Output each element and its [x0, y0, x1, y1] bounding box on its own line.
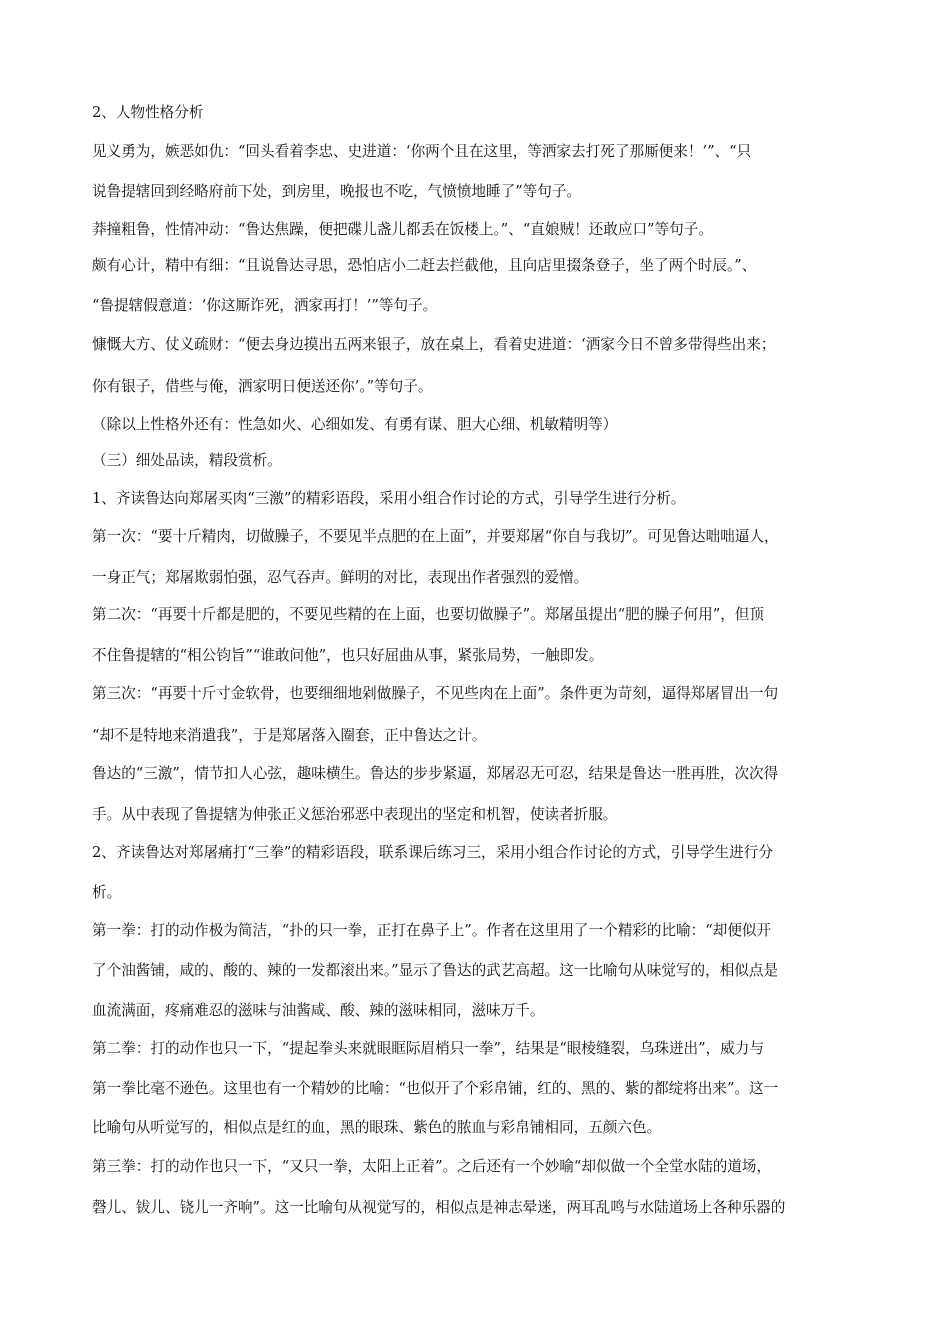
paragraph-line: 2、齐读鲁达对郑屠痛打“三拳”的精彩语段，联系课后练习三，采用小组合作讨论的方式，引导学生进行分 — [92, 844, 773, 861]
paragraph-line: 第一拳：打的动作极为简洁，“扑的只一拳，正打在鼻子上”。作者在这里用了一个精彩的比喻：“却便似开 — [92, 922, 772, 939]
paragraph-line: 血流满面，疼痛难忍的滋味与油酱咸、酸、辣的滋味相同，滋味万千。 — [92, 1002, 545, 1019]
paragraph-line: 手。从中表现了鲁提辖为伸张正义惩治邪恶中表现出的坚定和机智，使读者折服。 — [92, 806, 618, 823]
paragraph-line: 第二拳：打的动作也只一下，“提起拳头来就眼眶际眉梢只一拳”，结果是“眼棱缝裂，乌珠迸出”，威力与 — [92, 1040, 764, 1057]
paragraph-line: 第三次：“再要十斤寸金软骨，也要细细地剁做臊子，不见些肉在上面”。条件更为苛刻，逼得郑屠冒出一句 — [92, 685, 779, 702]
paragraph-line: 第一拳比毫不逊色。这里也有一个精妙的比喻：“也似开了个彩帛铺，红的、黑的、紫的都绽将出来”。这一 — [92, 1080, 779, 1097]
paragraph-line: 比喻句从听觉写的，相似点是红的血，黑的眼珠、紫色的脓血与彩帛铺相同，五颜六色。 — [92, 1119, 662, 1136]
paragraph-line: “鲁提辖假意道：‘你这厮诈死，洒家再打！’”等句子。 — [92, 297, 438, 314]
paragraph-line: 鲁达的“三激”，情节扣人心弦，趣味横生。鲁达的步步紧逼，郑屠忍无可忍，结果是鲁达一胜再胜，次次得 — [92, 765, 779, 782]
paragraph-line: 析。 — [92, 884, 122, 901]
paragraph-line: 你有银子，借些与俺，洒家明日便送还你’。”等句子。 — [92, 378, 433, 395]
paragraph-line: （除以上性格外还有：性急如火、心细如发、有勇有谋、胆大心细、机敏精明等） — [92, 416, 618, 433]
paragraph-line: 了个油酱铺，咸的、酸的、辣的一发都滚出来。”显示了鲁达的武艺高超。这一比喻句从味觉写的，相似点是 — [92, 962, 779, 979]
paragraph-line: 一身正气；郑屠欺弱怕强，忍气吞声。鲜明的对比，表现出作者强烈的爱憎。 — [92, 569, 589, 586]
paragraph-line: 第二次：“再要十斤都是肥的，不要见些精的在上面，也要切做臊子”。郑屠虽提出“肥的臊子何用”，但顶 — [92, 606, 764, 623]
paragraph-line: 说鲁提辖回到经略府前下处，到房里，晚报也不吃，气愤愤地睡了”等句子。 — [92, 183, 582, 200]
heading-character-analysis: 2、人物性格分析 — [92, 104, 204, 121]
paragraph-line: 见义勇为，嫉恶如仇：“回头看着李忠、史进道：‘你两个且在这里，等洒家去打死了那厮便来！’”、“只 — [92, 143, 752, 160]
paragraph-line: 1、齐读鲁达向郑屠买肉“三激”的精彩语段，采用小组合作讨论的方式，引导学生进行分析。 — [92, 490, 686, 507]
paragraph-line: 颇有心计，精中有细：“且说鲁达寻思，恐怕店小二赶去拦截他，且向店里掇条登子，坐了两个时辰。”、 — [92, 257, 757, 274]
paragraph-line: 慷慨大方、仗义疏财：“便去身边摸出五两来银子，放在桌上，看着史进道：‘洒家今日不曾多带得些出来； — [92, 336, 776, 353]
paragraph-line: 不住鲁提辖的“相公钧旨”“谁敢问他”，也只好屈曲从事，紧张局势，一触即发。 — [92, 647, 604, 664]
section-heading: （三）细处品读，精段赏析。 — [92, 452, 282, 469]
paragraph-line: 第三拳：打的动作也只一下，“又只一拳，太阳上正着”。之后还有一个妙喻“却似做一个全堂水陆的道场， — [92, 1158, 772, 1175]
paragraph-line: 磬儿、钹儿、铙儿一齐响”。这一比喻句从视觉写的，相似点是神志晕迷，两耳乱鸣与水陆道场上各种乐器的 — [92, 1199, 786, 1216]
paragraph-line: 莽撞粗鲁，性情冲动：“鲁达焦躁，便把碟儿盏儿都丢在饭楼上。”、“直娘贼！还敢应口”等句子。 — [92, 221, 713, 238]
paragraph-line: “却不是特地来消遣我”，于是郑屠落入圈套，正中鲁达之计。 — [92, 727, 487, 744]
paragraph-line: 第一次：“要十斤精肉，切做臊子，不要见半点肥的在上面”，并要郑屠“你自与我切”。可见鲁达咄咄逼人， — [92, 528, 779, 545]
